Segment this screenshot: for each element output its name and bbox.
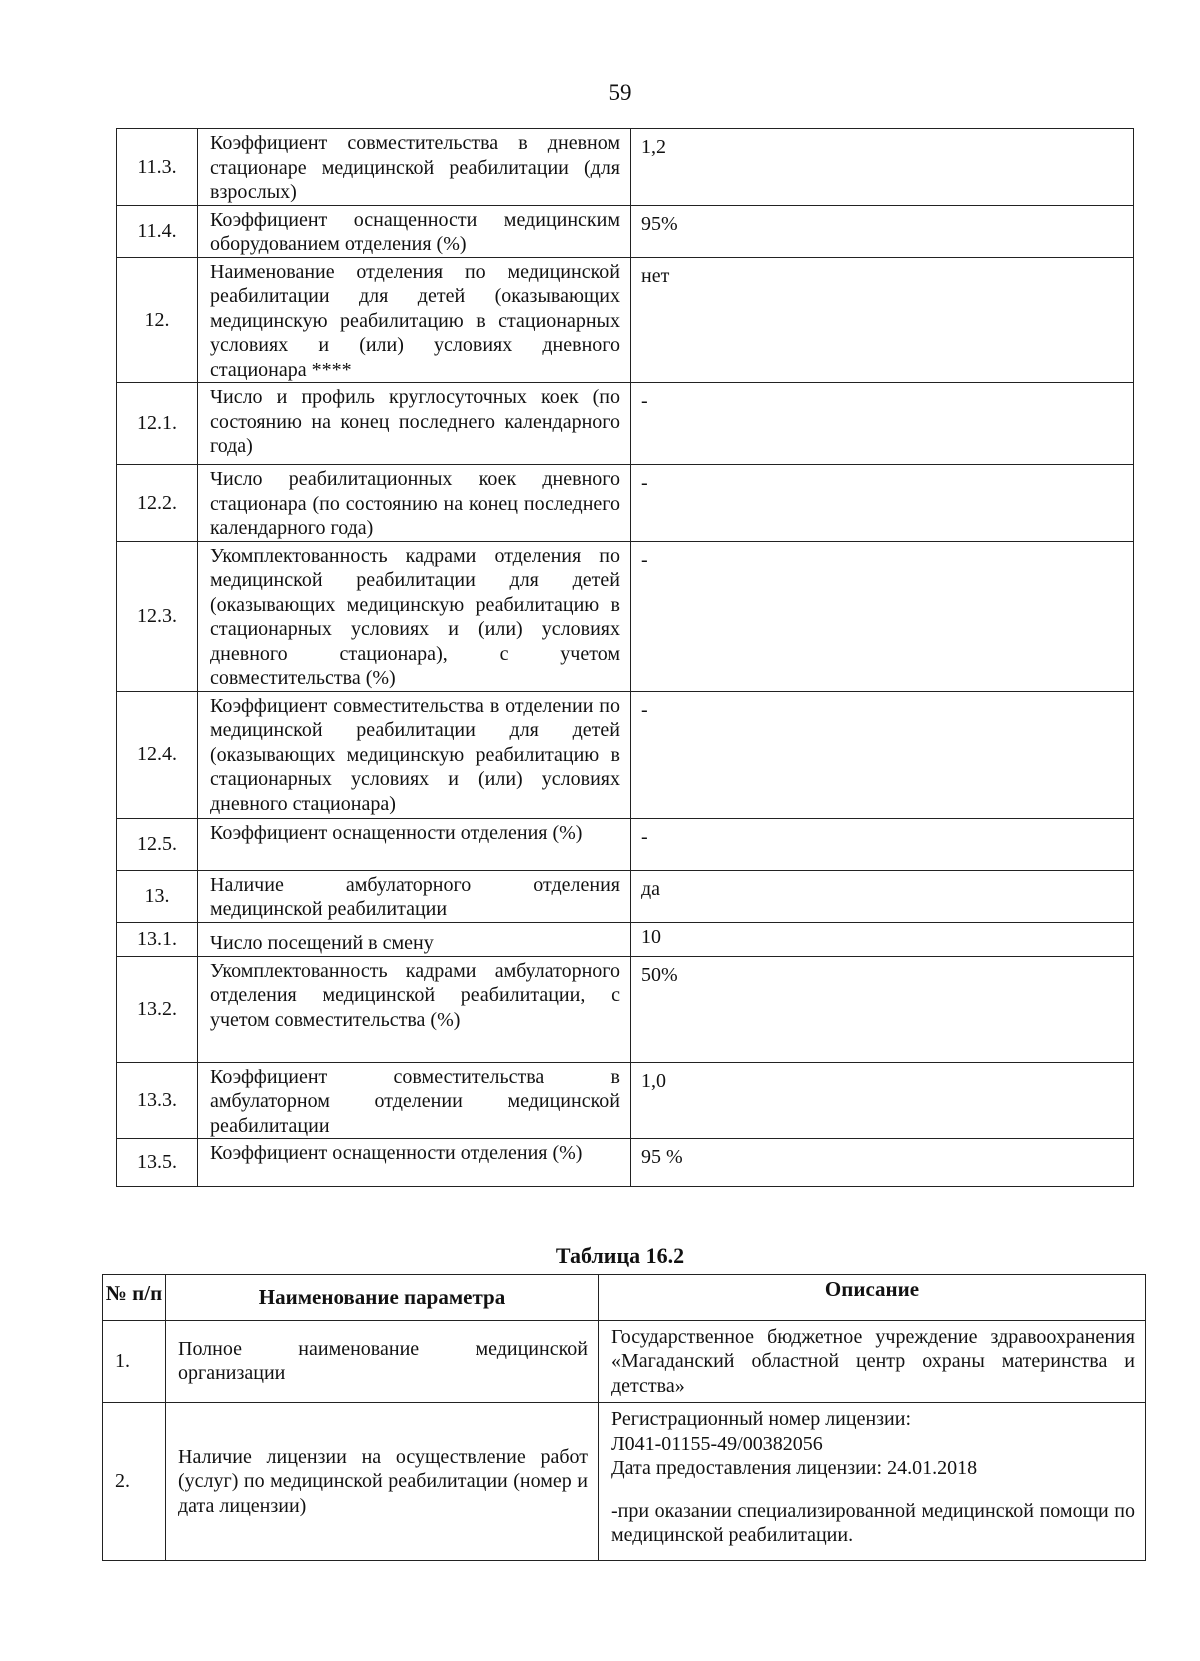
parameter-name: Наименование отделения по медицинской реабилитации для детей (оказывающих медицинскую реабилитацию в стационарных условиях и (или) условиях дневного стационара **** xyxy=(198,257,631,383)
parameter-name: Укомплектованность кадрами отделения по медицинской реабилитации для детей (оказывающих медицинскую реабилитацию в стационарных условиях и (или) условиях дневного стационара), с учетом совместительства (%) xyxy=(198,541,631,691)
license-number: Л041-01155-49/00382056 xyxy=(611,1432,823,1455)
spacer xyxy=(611,1481,1135,1499)
parameter-value: 95 % xyxy=(631,1139,1134,1187)
parameter-description xyxy=(599,1320,1146,1403)
parameter-value: 1,2 xyxy=(631,129,1134,206)
table-row xyxy=(117,465,1134,542)
table-row xyxy=(117,129,1134,206)
row-number: 13.3. xyxy=(117,1062,198,1139)
table-row xyxy=(117,383,1134,465)
table-row xyxy=(117,691,1134,818)
parameter-value: нет xyxy=(631,257,1134,383)
row-number: 2. xyxy=(103,1403,166,1561)
table-row xyxy=(103,1403,1146,1561)
row-number: 13.1. xyxy=(117,922,198,956)
row-number: 12.3. xyxy=(117,541,198,691)
parameter-name: Коэффициент совместительства в амбулаторном отделении медицинской реабилитации xyxy=(198,1062,631,1139)
parameter-name: Число реабилитационных коек дневного стационара (по состоянию на конец последнего календарного года) xyxy=(198,465,631,542)
parameter-name: Коэффициент совместительства в отделении по медицинской реабилитации для детей (оказывающих медицинскую реабилитацию в стационарных условиях и (или) условиях дневного стационара) xyxy=(198,691,631,818)
row-number: 11.3. xyxy=(117,129,198,206)
header-parameter-name: Наименование параметра xyxy=(166,1275,599,1321)
license-scope: -при оказании специализированной медицинской помощи по медицинской реабилитации. xyxy=(611,1499,1135,1546)
parameter-name: Полное наименование медицинской организации xyxy=(166,1320,599,1403)
row-number: 12.1. xyxy=(117,383,198,465)
parameter-value: 10 xyxy=(631,922,1134,956)
parameter-name: Число и профиль круглосуточных коек (по состоянию на конец последнего календарного года) xyxy=(198,383,631,465)
table-row xyxy=(117,205,1134,257)
parameter-name: Наличие лицензии на осуществление работ (услуг) по медицинской реабилитации (номер и дата лицензии) xyxy=(166,1403,599,1561)
row-number: 11.4. xyxy=(117,205,198,257)
row-number: 13.2. xyxy=(117,956,198,1062)
parameter-value: 95% xyxy=(631,205,1134,257)
parameter-name: Укомплектованность кадрами амбулаторного отделения медицинской реабилитации, с учетом совместительства (%) xyxy=(198,956,631,1062)
parameter-description xyxy=(599,1403,1146,1561)
row-number: 13. xyxy=(117,870,198,922)
page-number: 59 xyxy=(608,80,632,105)
parameter-value: 1,0 xyxy=(631,1062,1134,1139)
table-header-row xyxy=(103,1275,1146,1321)
row-number: 1. xyxy=(103,1320,166,1403)
parameter-value: да xyxy=(631,870,1134,922)
parameter-name: Коэффициент оснащенности медицинским оборудованием отделения (%) xyxy=(198,205,631,257)
table-row xyxy=(117,870,1134,922)
row-number: 12.4. xyxy=(117,691,198,818)
parameter-name: Коэффициент совместительства в дневном стационаре медицинской реабилитации (для взрослых) xyxy=(198,129,631,206)
parameter-value: - xyxy=(631,465,1134,542)
parameter-value: - xyxy=(631,541,1134,691)
organization-table xyxy=(102,1274,1146,1561)
parameter-name: Коэффициент оснащенности отделения (%) xyxy=(198,1139,631,1187)
header-description: Описание xyxy=(599,1275,1146,1321)
table-row xyxy=(117,541,1134,691)
parameter-name: Число посещений в смену xyxy=(198,922,631,956)
parameter-value: - xyxy=(631,383,1134,465)
table-row xyxy=(117,956,1134,1062)
parameter-value: - xyxy=(631,818,1134,870)
parameter-name: Коэффициент оснащенности отделения (%) xyxy=(198,818,631,870)
parameter-name: Наличие амбулаторного отделения медицинской реабилитации xyxy=(198,870,631,922)
parameter-value: - xyxy=(631,691,1134,818)
license-label: Регистрационный номер лицензии: xyxy=(611,1408,912,1430)
table-row xyxy=(117,818,1134,870)
description-text: Государственное бюджетное учреждение здравоохранения «Магаданский областной центр охраны материнства и детства» xyxy=(611,1325,1135,1397)
table-row xyxy=(103,1320,1146,1403)
license-date: Дата предоставления лицензии: 24.01.2018 xyxy=(611,1457,978,1479)
table-row xyxy=(117,257,1134,383)
table-row xyxy=(117,1062,1134,1139)
table-row xyxy=(117,922,1134,956)
row-number: 13.5. xyxy=(117,1139,198,1187)
header-number: № п/п xyxy=(103,1275,166,1321)
table-caption: Таблица 16.2 xyxy=(555,1243,685,1268)
table-row xyxy=(117,1139,1134,1187)
parameters-table-continued xyxy=(116,128,1134,1187)
row-number: 12.5. xyxy=(117,818,198,870)
row-number: 12.2. xyxy=(117,465,198,542)
row-number: 12. xyxy=(117,257,198,383)
parameter-value: 50% xyxy=(631,956,1134,1062)
